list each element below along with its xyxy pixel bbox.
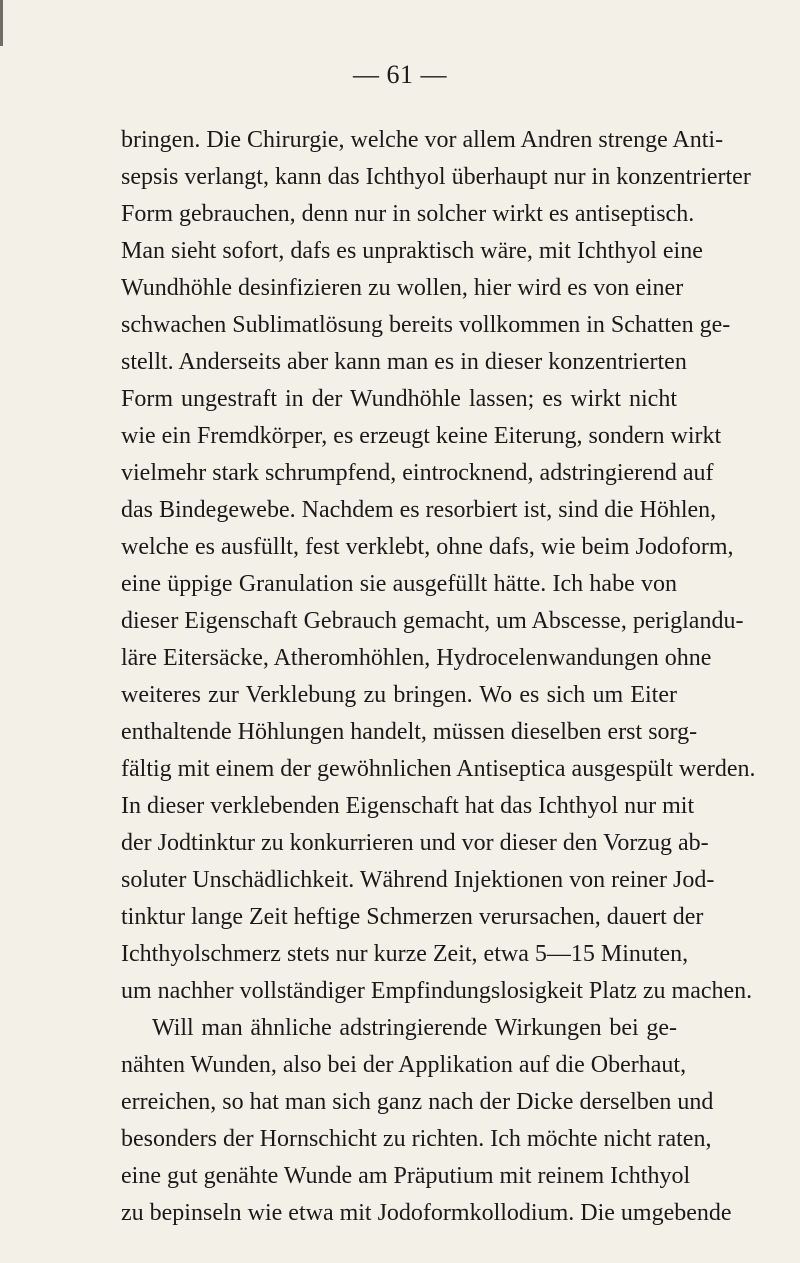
text-line: zu bepinseln wie etwa mit Jodoformkollodium. Die umgebende xyxy=(121,1200,732,1226)
text-line: soluter Unschädlichkeit. Während Injektionen von reiner Jod- xyxy=(121,867,715,893)
text-line: der Jodtinktur zu konkurrieren und vor dieser den Vorzug ab- xyxy=(121,830,709,856)
text-line: wie ein Fremdkörper, es erzeugt keine Eiterung, sondern wirkt xyxy=(121,423,722,449)
text-line: schwachen Sublimatlösung bereits vollkommen in Schatten ge- xyxy=(121,312,731,338)
text-line: In dieser verklebenden Eigenschaft hat das Ichthyol nur mit xyxy=(121,793,695,819)
text-line: weiteres zur Verklebung zu bringen. Wo es sich um Eiter xyxy=(121,682,677,708)
text-line: Form ungestraft in der Wundhöhle lassen; es wirkt nicht xyxy=(121,386,677,412)
text-line: eine üppige Granulation sie ausgefüllt hätte. Ich habe von xyxy=(121,571,677,597)
text-line: eine gut genähte Wunde am Präputium mit reinem Ichthyol xyxy=(121,1163,691,1189)
text-line: stellt. Anderseits aber kann man es in dieser konzentrierten xyxy=(121,349,687,375)
text-line: sepsis verlangt, kann das Ichthyol überhaupt nur in konzentrierter xyxy=(121,164,751,190)
text-line: Man sieht sofort, dafs es unpraktisch wäre, mit Ichthyol eine xyxy=(121,238,703,264)
text-line: welche es ausfüllt, fest verklebt, ohne dafs, wie beim Jodoform, xyxy=(121,534,734,560)
scan-edge-mark xyxy=(0,0,3,46)
text-line: Wundhöhle desinfizieren zu wollen, hier wird es von einer xyxy=(121,275,684,301)
text-line: um nachher vollständiger Empfindungslosigkeit Platz zu machen. xyxy=(121,978,753,1004)
text-line: vielmehr stark schrumpfend, eintrocknend, adstringierend auf xyxy=(121,460,714,486)
text-line: enthaltende Höhlungen handelt, müssen dieselben erst sorg- xyxy=(121,719,698,745)
text-line: Ichthyolschmerz stets nur kurze Zeit, etwa 5—15 Minuten, xyxy=(121,941,689,967)
body-text xyxy=(0,120,800,1230)
text-line: besonders der Hornschicht zu richten. Ich möchte nicht raten, xyxy=(121,1126,712,1152)
text-line: erreichen, so hat man sich ganz nach der Dicke derselben und xyxy=(121,1089,714,1115)
page-number: — 61 — xyxy=(353,60,447,89)
text-line: Form gebrauchen, denn nur in solcher wirkt es antiseptisch. xyxy=(121,201,695,227)
text-line: dieser Eigenschaft Gebrauch gemacht, um Abscesse, periglandu- xyxy=(121,608,744,634)
text-line: Will man ähnliche adstringierende Wirkungen bei ge- xyxy=(152,1015,677,1041)
text-line: bringen. Die Chirurgie, welche vor allem Andren strenge Anti- xyxy=(121,127,724,153)
text-line: läre Eitersäcke, Atheromhöhlen, Hydrocelenwandungen ohne xyxy=(121,645,712,671)
text-line: tinktur lange Zeit heftige Schmerzen verursachen, dauert der xyxy=(121,904,704,930)
text-line: das Bindegewebe. Nachdem es resorbiert ist, sind die Höhlen, xyxy=(121,497,717,523)
text-line: nähten Wunden, also bei der Applikation auf die Oberhaut, xyxy=(121,1052,687,1078)
text-line: fältig mit einem der gewöhnlichen Antiseptica ausgespült werden. xyxy=(121,756,756,782)
